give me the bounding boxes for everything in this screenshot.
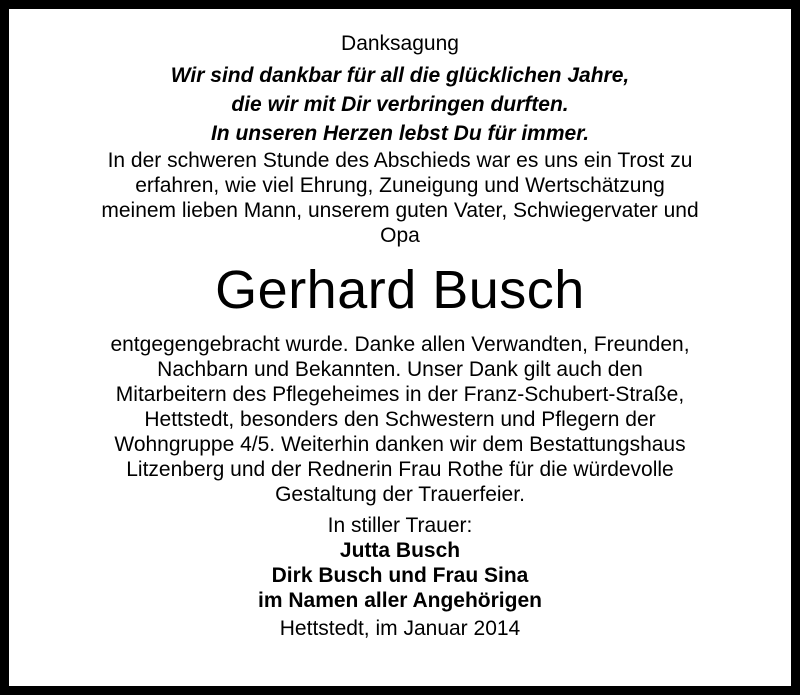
deceased-name: Gerhard Busch — [215, 260, 585, 320]
mourner-name: Dirk Busch und Frau Sina — [271, 564, 529, 587]
intro-line: Opa — [380, 224, 420, 247]
intro-paragraph — [18, 148, 782, 248]
mourner-name: Jutta Busch — [339, 539, 461, 562]
thanks-line: Wohngruppe 4/5. Weiterhin danken wir dem Bestattungshaus — [114, 433, 686, 456]
notice-heading: Danksagung — [341, 32, 459, 55]
place-and-date: Hettstedt, im Januar 2014 — [279, 617, 521, 640]
motto-line: die wir mit Dir verbringen durften. — [231, 93, 569, 116]
thanks-paragraph — [18, 332, 782, 507]
thanks-line: entgegengebracht wurde. Danke allen Verwandten, Freunden, — [110, 333, 690, 356]
thanks-line: Hettstedt, besonders den Schwestern und Pflegern der — [144, 408, 656, 431]
obituary-notice-content — [18, 31, 782, 641]
thanks-line: Gestaltung der Trauerfeier. — [275, 483, 525, 506]
mourner-name: im Namen aller Angehörigen — [258, 589, 542, 612]
intro-line: In der schweren Stunde des Abschieds war es uns ein Trost zu — [107, 149, 693, 172]
motto-line: In unseren Herzen lebst Du für immer. — [210, 122, 590, 145]
motto-line: Wir sind dankbar für all die glücklichen Jahre, — [170, 64, 630, 87]
thanks-line: Litzenberg und der Rednerin Frau Rothe für die würdevolle — [126, 458, 674, 481]
motto-verse — [18, 61, 782, 148]
mourners-list — [18, 538, 782, 613]
thanks-line: Mitarbeitern des Pflegeheimes in der Franz-Schubert-Straße, — [115, 383, 685, 406]
closing-phrase: In stiller Trauer: — [327, 514, 473, 537]
intro-line: meinem lieben Mann, unserem guten Vater, Schwiegervater und — [101, 199, 699, 222]
thanks-line: Nachbarn und Bekannten. Unser Dank gilt auch den — [157, 358, 643, 381]
intro-line: erfahren, wie viel Ehrung, Zuneigung und Wertschätzung — [135, 174, 665, 197]
